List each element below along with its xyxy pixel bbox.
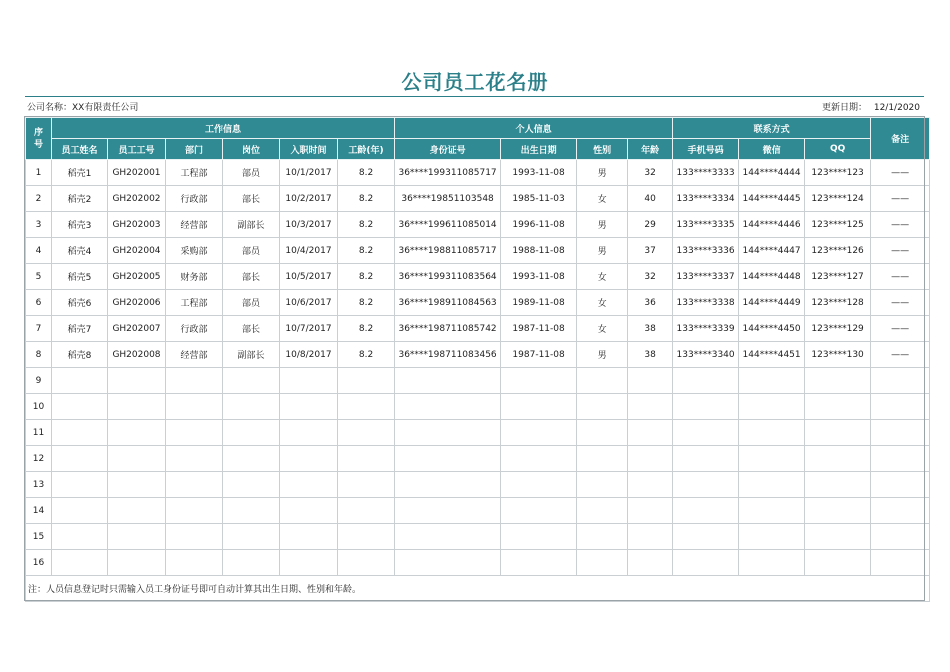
cell-post: 部长 bbox=[223, 186, 280, 212]
cell-join: 10/8/2017 bbox=[280, 342, 338, 368]
cell-qq: 123****130 bbox=[805, 342, 871, 368]
cell-empty bbox=[739, 368, 805, 394]
cell-empty bbox=[501, 420, 577, 446]
cell-dept: 工程部 bbox=[166, 160, 223, 186]
cell-empty bbox=[501, 524, 577, 550]
cell-name: 稻壳7 bbox=[52, 316, 108, 342]
cell-empty bbox=[338, 394, 395, 420]
cell-empty bbox=[338, 550, 395, 576]
cell-age: 37 bbox=[628, 238, 673, 264]
header-remark: 备注 bbox=[871, 118, 930, 160]
header-index: 序号 bbox=[26, 118, 52, 160]
cell-empty bbox=[673, 524, 739, 550]
cell-empty bbox=[501, 368, 577, 394]
cell-index: 14 bbox=[26, 498, 52, 524]
table-row-empty bbox=[26, 446, 930, 472]
cell-id: GH202003 bbox=[108, 212, 166, 238]
cell-birth: 1993-11-08 bbox=[501, 264, 577, 290]
cell-empty bbox=[108, 550, 166, 576]
cell-wechat: 144****4450 bbox=[739, 316, 805, 342]
cell-empty bbox=[871, 420, 930, 446]
cell-dept: 行政部 bbox=[166, 186, 223, 212]
cell-phone: 133****3334 bbox=[673, 186, 739, 212]
cell-empty bbox=[501, 550, 577, 576]
cell-empty bbox=[673, 368, 739, 394]
cell-empty bbox=[223, 394, 280, 420]
cell-age: 32 bbox=[628, 160, 673, 186]
cell-index: 5 bbox=[26, 264, 52, 290]
cell-empty bbox=[395, 394, 501, 420]
cell-empty bbox=[577, 420, 628, 446]
cell-join: 10/2/2017 bbox=[280, 186, 338, 212]
cell-age: 36 bbox=[628, 290, 673, 316]
cell-empty bbox=[739, 472, 805, 498]
cell-empty bbox=[577, 446, 628, 472]
cell-empty bbox=[871, 550, 930, 576]
cell-id: GH202001 bbox=[108, 160, 166, 186]
header-gender: 性别 bbox=[577, 139, 628, 160]
cell-empty bbox=[739, 550, 805, 576]
cell-id: GH202002 bbox=[108, 186, 166, 212]
header-birth-date: 出生日期 bbox=[501, 139, 577, 160]
cell-index: 16 bbox=[26, 550, 52, 576]
cell-idcard: 36****198711083456 bbox=[395, 342, 501, 368]
cell-dept: 采购部 bbox=[166, 238, 223, 264]
cell-empty bbox=[501, 394, 577, 420]
cell-empty bbox=[166, 472, 223, 498]
cell-gender: 女 bbox=[577, 186, 628, 212]
cell-empty bbox=[108, 472, 166, 498]
cell-years: 8.2 bbox=[338, 316, 395, 342]
cell-index: 6 bbox=[26, 290, 52, 316]
cell-idcard: 36****19851103548 bbox=[395, 186, 501, 212]
cell-empty bbox=[871, 446, 930, 472]
cell-empty bbox=[338, 420, 395, 446]
cell-post: 部长 bbox=[223, 264, 280, 290]
cell-empty bbox=[280, 498, 338, 524]
cell-post: 部员 bbox=[223, 238, 280, 264]
cell-empty bbox=[338, 472, 395, 498]
cell-idcard: 36****199311083564 bbox=[395, 264, 501, 290]
table-row bbox=[26, 290, 930, 316]
cell-empty bbox=[577, 472, 628, 498]
cell-empty bbox=[673, 446, 739, 472]
cell-birth: 1987-11-08 bbox=[501, 342, 577, 368]
cell-empty bbox=[108, 368, 166, 394]
cell-empty bbox=[628, 550, 673, 576]
cell-remark: —— bbox=[871, 342, 930, 368]
header-service-years: 工龄(年) bbox=[338, 139, 395, 160]
table-row bbox=[26, 316, 930, 342]
cell-name: 稻壳3 bbox=[52, 212, 108, 238]
cell-years: 8.2 bbox=[338, 238, 395, 264]
cell-join: 10/1/2017 bbox=[280, 160, 338, 186]
cell-empty bbox=[280, 472, 338, 498]
cell-empty bbox=[108, 498, 166, 524]
cell-dept: 经营部 bbox=[166, 342, 223, 368]
cell-years: 8.2 bbox=[338, 290, 395, 316]
cell-index: 11 bbox=[26, 420, 52, 446]
cell-empty bbox=[52, 394, 108, 420]
cell-dept: 财务部 bbox=[166, 264, 223, 290]
cell-phone: 133****3340 bbox=[673, 342, 739, 368]
cell-dept: 行政部 bbox=[166, 316, 223, 342]
cell-index: 4 bbox=[26, 238, 52, 264]
cell-index: 12 bbox=[26, 446, 52, 472]
cell-empty bbox=[280, 524, 338, 550]
cell-index: 9 bbox=[26, 368, 52, 394]
cell-index: 2 bbox=[26, 186, 52, 212]
table-row bbox=[26, 186, 930, 212]
cell-empty bbox=[739, 394, 805, 420]
cell-remark: —— bbox=[871, 290, 930, 316]
cell-post: 副部长 bbox=[223, 342, 280, 368]
cell-empty bbox=[223, 420, 280, 446]
cell-empty bbox=[395, 524, 501, 550]
cell-remark: —— bbox=[871, 212, 930, 238]
cell-idcard: 36****199311085717 bbox=[395, 160, 501, 186]
cell-empty bbox=[628, 446, 673, 472]
cell-empty bbox=[108, 394, 166, 420]
cell-qq: 123****124 bbox=[805, 186, 871, 212]
cell-empty bbox=[805, 420, 871, 446]
cell-empty bbox=[166, 368, 223, 394]
cell-empty bbox=[577, 394, 628, 420]
update-info bbox=[818, 101, 920, 115]
header-qq: QQ bbox=[805, 139, 871, 160]
cell-empty bbox=[52, 472, 108, 498]
cell-phone: 133****3336 bbox=[673, 238, 739, 264]
header-department: 部门 bbox=[166, 139, 223, 160]
cell-idcard: 36****199611085014 bbox=[395, 212, 501, 238]
cell-empty bbox=[739, 498, 805, 524]
cell-qq: 123****129 bbox=[805, 316, 871, 342]
cell-phone: 133****3339 bbox=[673, 316, 739, 342]
table-row bbox=[26, 160, 930, 186]
cell-empty bbox=[52, 524, 108, 550]
cell-index: 7 bbox=[26, 316, 52, 342]
cell-id: GH202004 bbox=[108, 238, 166, 264]
cell-index: 13 bbox=[26, 472, 52, 498]
cell-empty bbox=[577, 524, 628, 550]
cell-post: 部员 bbox=[223, 160, 280, 186]
cell-join: 10/7/2017 bbox=[280, 316, 338, 342]
cell-join: 10/6/2017 bbox=[280, 290, 338, 316]
cell-wechat: 144****4446 bbox=[739, 212, 805, 238]
note-row bbox=[26, 576, 930, 602]
cell-age: 40 bbox=[628, 186, 673, 212]
cell-empty bbox=[805, 446, 871, 472]
cell-gender: 男 bbox=[577, 238, 628, 264]
header-wechat: 微信 bbox=[739, 139, 805, 160]
cell-empty bbox=[628, 394, 673, 420]
cell-empty bbox=[805, 524, 871, 550]
cell-empty bbox=[673, 498, 739, 524]
cell-phone: 133****3335 bbox=[673, 212, 739, 238]
table-row bbox=[26, 264, 930, 290]
cell-empty bbox=[577, 498, 628, 524]
cell-wechat: 144****4445 bbox=[739, 186, 805, 212]
cell-empty bbox=[739, 524, 805, 550]
cell-empty bbox=[628, 472, 673, 498]
cell-remark: —— bbox=[871, 264, 930, 290]
cell-years: 8.2 bbox=[338, 160, 395, 186]
cell-empty bbox=[108, 446, 166, 472]
cell-phone: 133****3333 bbox=[673, 160, 739, 186]
cell-empty bbox=[501, 446, 577, 472]
cell-post: 副部长 bbox=[223, 212, 280, 238]
cell-age: 29 bbox=[628, 212, 673, 238]
page-title: 公司员工花名册 bbox=[401, 70, 549, 94]
cell-empty bbox=[166, 420, 223, 446]
table-row-empty bbox=[26, 472, 930, 498]
header-employee-id: 员工工号 bbox=[108, 139, 166, 160]
header-age: 年龄 bbox=[628, 139, 673, 160]
cell-empty bbox=[108, 524, 166, 550]
cell-empty bbox=[739, 420, 805, 446]
table-row-empty bbox=[26, 368, 930, 394]
header-phone: 手机号码 bbox=[673, 139, 739, 160]
cell-empty bbox=[166, 550, 223, 576]
cell-empty bbox=[805, 472, 871, 498]
cell-idcard: 36****198911084563 bbox=[395, 290, 501, 316]
cell-id: GH202005 bbox=[108, 264, 166, 290]
table-note: 注：人员信息登记时只需输入员工身份证号即可自动计算其出生日期、性别和年龄。 bbox=[26, 576, 930, 602]
cell-join: 10/3/2017 bbox=[280, 212, 338, 238]
cell-empty bbox=[395, 498, 501, 524]
cell-empty bbox=[871, 498, 930, 524]
cell-gender: 女 bbox=[577, 264, 628, 290]
cell-name: 稻壳2 bbox=[52, 186, 108, 212]
cell-wechat: 144****4451 bbox=[739, 342, 805, 368]
cell-empty bbox=[338, 446, 395, 472]
cell-empty bbox=[338, 498, 395, 524]
cell-index: 3 bbox=[26, 212, 52, 238]
cell-empty bbox=[280, 368, 338, 394]
cell-empty bbox=[108, 420, 166, 446]
cell-remark: —— bbox=[871, 186, 930, 212]
cell-gender: 男 bbox=[577, 212, 628, 238]
title-divider bbox=[25, 96, 924, 97]
cell-empty bbox=[223, 524, 280, 550]
cell-empty bbox=[577, 550, 628, 576]
info-row bbox=[25, 101, 922, 115]
cell-qq: 123****123 bbox=[805, 160, 871, 186]
cell-wechat: 144****4444 bbox=[739, 160, 805, 186]
cell-join: 10/4/2017 bbox=[280, 238, 338, 264]
cell-empty bbox=[223, 472, 280, 498]
header-id-card: 身份证号 bbox=[395, 139, 501, 160]
cell-empty bbox=[338, 368, 395, 394]
table-row bbox=[26, 212, 930, 238]
cell-empty bbox=[395, 368, 501, 394]
cell-post: 部员 bbox=[223, 290, 280, 316]
cell-qq: 123****127 bbox=[805, 264, 871, 290]
cell-index: 1 bbox=[26, 160, 52, 186]
cell-post: 部长 bbox=[223, 316, 280, 342]
cell-empty bbox=[805, 368, 871, 394]
cell-empty bbox=[395, 550, 501, 576]
cell-name: 稻壳8 bbox=[52, 342, 108, 368]
table-row-empty bbox=[26, 498, 930, 524]
cell-name: 稻壳1 bbox=[52, 160, 108, 186]
header-group-contact: 联系方式 bbox=[673, 118, 871, 139]
cell-gender: 男 bbox=[577, 342, 628, 368]
cell-years: 8.2 bbox=[338, 264, 395, 290]
cell-empty bbox=[871, 394, 930, 420]
cell-empty bbox=[628, 368, 673, 394]
cell-empty bbox=[871, 524, 930, 550]
cell-birth: 1987-11-08 bbox=[501, 316, 577, 342]
cell-empty bbox=[395, 472, 501, 498]
cell-empty bbox=[52, 368, 108, 394]
cell-age: 38 bbox=[628, 342, 673, 368]
cell-name: 稻壳4 bbox=[52, 238, 108, 264]
cell-index: 8 bbox=[26, 342, 52, 368]
cell-birth: 1996-11-08 bbox=[501, 212, 577, 238]
cell-age: 32 bbox=[628, 264, 673, 290]
cell-birth: 1985-11-03 bbox=[501, 186, 577, 212]
cell-qq: 123****126 bbox=[805, 238, 871, 264]
cell-empty bbox=[501, 472, 577, 498]
cell-qq: 123****128 bbox=[805, 290, 871, 316]
cell-empty bbox=[628, 498, 673, 524]
header-group-work: 工作信息 bbox=[52, 118, 395, 139]
cell-qq: 123****125 bbox=[805, 212, 871, 238]
cell-empty bbox=[673, 394, 739, 420]
cell-remark: —— bbox=[871, 160, 930, 186]
cell-index: 15 bbox=[26, 524, 52, 550]
table-row-empty bbox=[26, 394, 930, 420]
table-row-empty bbox=[26, 550, 930, 576]
table-row bbox=[26, 238, 930, 264]
cell-empty bbox=[673, 420, 739, 446]
cell-gender: 女 bbox=[577, 316, 628, 342]
cell-phone: 133****3337 bbox=[673, 264, 739, 290]
cell-empty bbox=[52, 498, 108, 524]
cell-empty bbox=[52, 550, 108, 576]
cell-empty bbox=[628, 420, 673, 446]
employee-roster-table bbox=[25, 117, 930, 602]
cell-empty bbox=[223, 498, 280, 524]
cell-empty bbox=[628, 524, 673, 550]
cell-birth: 1988-11-08 bbox=[501, 238, 577, 264]
cell-empty bbox=[280, 446, 338, 472]
cell-empty bbox=[871, 472, 930, 498]
table-row-empty bbox=[26, 524, 930, 550]
cell-years: 8.2 bbox=[338, 342, 395, 368]
cell-empty bbox=[673, 550, 739, 576]
cell-name: 稻壳5 bbox=[52, 264, 108, 290]
table-row bbox=[26, 342, 930, 368]
cell-empty bbox=[871, 368, 930, 394]
cell-years: 8.2 bbox=[338, 212, 395, 238]
cell-empty bbox=[166, 446, 223, 472]
company-name: 公司名称：XX有限责任公司 bbox=[27, 103, 139, 113]
update-date-label: 更新日期： bbox=[821, 103, 867, 113]
cell-birth: 1993-11-08 bbox=[501, 160, 577, 186]
header-position: 岗位 bbox=[223, 139, 280, 160]
cell-empty bbox=[673, 472, 739, 498]
cell-empty bbox=[805, 498, 871, 524]
cell-empty bbox=[166, 498, 223, 524]
cell-id: GH202007 bbox=[108, 316, 166, 342]
cell-gender: 女 bbox=[577, 290, 628, 316]
cell-empty bbox=[739, 446, 805, 472]
cell-name: 稻壳6 bbox=[52, 290, 108, 316]
cell-id: GH202006 bbox=[108, 290, 166, 316]
cell-empty bbox=[577, 368, 628, 394]
cell-empty bbox=[52, 446, 108, 472]
cell-empty bbox=[223, 368, 280, 394]
header-join-date: 入职时间 bbox=[280, 139, 338, 160]
cell-empty bbox=[501, 498, 577, 524]
cell-empty bbox=[223, 550, 280, 576]
cell-empty bbox=[223, 446, 280, 472]
cell-empty bbox=[280, 550, 338, 576]
cell-empty bbox=[52, 420, 108, 446]
header-group-personal: 个人信息 bbox=[395, 118, 673, 139]
cell-wechat: 144****4448 bbox=[739, 264, 805, 290]
cell-empty bbox=[166, 394, 223, 420]
cell-wechat: 144****4447 bbox=[739, 238, 805, 264]
cell-index: 10 bbox=[26, 394, 52, 420]
cell-age: 38 bbox=[628, 316, 673, 342]
cell-empty bbox=[338, 524, 395, 550]
cell-years: 8.2 bbox=[338, 186, 395, 212]
cell-empty bbox=[395, 446, 501, 472]
cell-empty bbox=[805, 550, 871, 576]
cell-empty bbox=[395, 420, 501, 446]
cell-idcard: 36****198811085717 bbox=[395, 238, 501, 264]
update-date-value: 12/1/2020 bbox=[873, 103, 920, 113]
cell-wechat: 144****4449 bbox=[739, 290, 805, 316]
cell-remark: —— bbox=[871, 316, 930, 342]
cell-dept: 经营部 bbox=[166, 212, 223, 238]
cell-gender: 男 bbox=[577, 160, 628, 186]
column-header-row bbox=[26, 139, 930, 160]
table-row-empty bbox=[26, 420, 930, 446]
cell-remark: —— bbox=[871, 238, 930, 264]
cell-empty bbox=[280, 420, 338, 446]
header-employee-name: 员工姓名 bbox=[52, 139, 108, 160]
cell-empty bbox=[805, 394, 871, 420]
cell-empty bbox=[280, 394, 338, 420]
cell-idcard: 36****198711085742 bbox=[395, 316, 501, 342]
cell-empty bbox=[166, 524, 223, 550]
cell-phone: 133****3338 bbox=[673, 290, 739, 316]
cell-id: GH202008 bbox=[108, 342, 166, 368]
cell-birth: 1989-11-08 bbox=[501, 290, 577, 316]
cell-join: 10/5/2017 bbox=[280, 264, 338, 290]
cell-dept: 工程部 bbox=[166, 290, 223, 316]
